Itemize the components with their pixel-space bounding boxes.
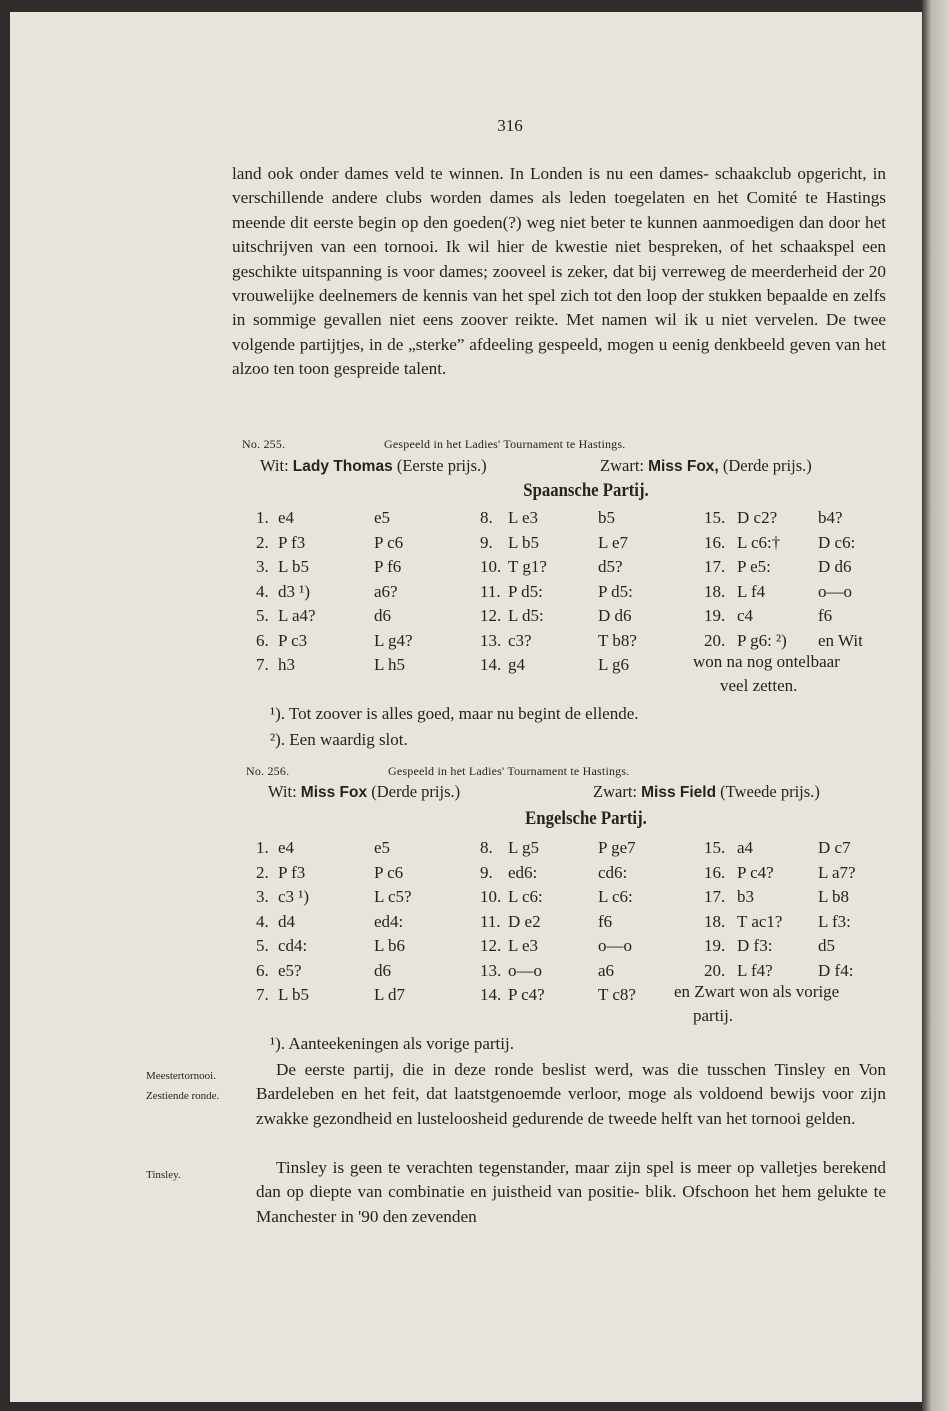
game2-note-1: ¹). Aanteekeningen als vorige partij. (270, 1034, 514, 1053)
move-20-black: en Wit (818, 630, 863, 650)
move-12-black: o—o (598, 936, 632, 955)
move-14-white: g4 (508, 655, 525, 674)
move-3-black: P f6 (374, 557, 402, 576)
move-12-white: L d5: (508, 606, 544, 625)
move-6-num: 6. (256, 630, 269, 650)
move-3-num: 3. (256, 887, 269, 906)
move-10-num: 10. (480, 887, 502, 906)
move-5-black: L b6 (374, 936, 406, 955)
game1-result-2: veel zetten. (720, 676, 798, 695)
move-11-white: D e2 (508, 911, 541, 931)
paragraph-3 (256, 1156, 886, 1229)
move-13-black: T b8? (598, 630, 637, 650)
game2-opening: Engelsche Partij. (525, 808, 647, 829)
move-4-black: ed4: (374, 911, 404, 931)
move-15-white: a4 (737, 838, 754, 857)
move-2-num: 2. (256, 532, 269, 552)
move-1-num: 1. (256, 508, 269, 527)
move-20-white: P g6: ²) (737, 630, 787, 650)
game2-number: No. 256. (246, 764, 290, 778)
move-10-black: d5? (598, 557, 623, 576)
game1-black-name: Miss Fox, (648, 458, 719, 475)
move-9-black: cd6: (598, 862, 628, 882)
move-3-white: L b5 (278, 557, 310, 576)
move-8-white: L e3 (508, 508, 539, 527)
move-12-num: 12. (480, 606, 502, 625)
margin-note-meestertornooi: Meestertornooi. (146, 1070, 216, 1082)
game1-number: No. 255. (242, 437, 286, 451)
move-4-num: 4. (256, 911, 269, 931)
game1-white-name: Lady Thomas (292, 458, 393, 475)
scan-edge (922, 0, 949, 1411)
move-3-black: L c5? (374, 887, 412, 906)
move-2-white: P f3 (278, 862, 306, 882)
move-8-num: 8. (480, 508, 493, 527)
move-11-black: P d5: (598, 581, 633, 601)
move-17-black: D d6 (818, 557, 852, 576)
move-20-black: D f4: (818, 960, 854, 980)
move-7-white: L b5 (278, 985, 310, 1004)
game2-result-1: en Zwart won als vorige (674, 982, 840, 1001)
book-page (10, 12, 922, 1402)
move-5-white: L a4? (278, 606, 316, 625)
move-19-black: d5 (818, 936, 835, 955)
move-15-black: D c7 (818, 838, 851, 857)
move-13-num: 13. (480, 630, 502, 650)
move-18-black: o—o (818, 581, 852, 601)
move-14-white: P c4? (508, 985, 545, 1004)
move-1-white: e4 (278, 508, 295, 527)
game1-black: Zwart: Miss Fox, (Derde prijs.) (600, 456, 812, 475)
move-20-white: L f4? (737, 960, 773, 980)
move-12-black: D d6 (598, 606, 632, 625)
move-4-white: d3 ¹) (278, 581, 311, 601)
move-6-white: P c3 (278, 630, 308, 650)
paragraph-2 (256, 1058, 886, 1131)
move-1-black: e5 (374, 508, 391, 527)
paragraph-2-text: De eerste partij, die in deze ronde beslist werd, was die tusschen Tinsley en Von Bardeleben en het feit, dat laatstgenoemde verloor, moge als voldoend bewijs voor zijn zwakke gezondheid en lusteloosheid gedurende de tweede helft van het tornooi gelden. (256, 1060, 886, 1128)
move-7-white: h3 (278, 655, 295, 674)
move-4-num: 4. (256, 581, 269, 601)
game2-white: Wit: Miss Fox (Derde prijs.) (268, 782, 461, 801)
move-10-white: T g1? (508, 557, 547, 576)
move-4-black: a6? (374, 581, 398, 601)
move-14-num: 14. (480, 655, 502, 674)
move-8-black: P ge7 (598, 838, 636, 857)
move-13-white: o—o (508, 960, 542, 980)
move-17-num: 17. (704, 557, 726, 576)
move-13-white: c3? (508, 630, 532, 650)
move-6-num: 6. (256, 960, 269, 980)
move-3-num: 3. (256, 557, 269, 576)
move-11-white: P d5: (508, 581, 543, 601)
move-11-black: f6 (598, 911, 613, 931)
game1-white: Wit: Lady Thomas (Eerste prijs.) (260, 456, 487, 475)
move-19-white: D f3: (737, 936, 773, 955)
move-1-num: 1. (256, 838, 269, 857)
page-number: 316 (497, 116, 523, 135)
move-15-num: 15. (704, 508, 726, 527)
move-16-white: P c4? (737, 862, 774, 882)
move-15-white: D c2? (737, 508, 778, 527)
move-9-num: 9. (480, 532, 493, 552)
move-14-num: 14. (480, 985, 502, 1004)
move-18-black: L f3: (818, 911, 851, 931)
move-14-black: L g6 (598, 655, 630, 674)
intro-paragraph (232, 162, 886, 382)
move-6-black: L g4? (374, 630, 413, 650)
game1-note-2: ²). Een waardig slot. (270, 730, 408, 749)
move-10-num: 10. (480, 557, 502, 576)
game1-note-1: ¹). Tot zoover is alles goed, maar nu begint de ellende. (270, 704, 639, 723)
move-6-white: e5? (278, 960, 302, 980)
move-16-black: L a7? (818, 862, 856, 882)
game2-black: Zwart: Miss Field (Tweede prijs.) (593, 782, 820, 801)
move-1-white: e4 (278, 838, 295, 857)
move-8-num: 8. (480, 838, 493, 857)
move-5-white: cd4: (278, 936, 308, 955)
move-7-num: 7. (256, 655, 269, 674)
intro-text: land ook onder dames veld te winnen. In Londen is nu een dames- schaakclub opgericht, in verschillende andere clubs worden dames als leden toegelaten en het Comité te Hastings meende dit eerste begin op den goeden(?) weg niet beter te kunnen aanmoedigen dan door het uitschrijven van een tornooi. Ik wil hier de kwestie niet bespreken, of het schaakspel een geschikte uitspanning is voor dames; zooveel is zeker, dat bij verreweg de meerderheid der 20 vrouwelijke deelnemers de kennis van het spel zich tot den loop der stukken bepaalde en zelfs in sommige gevallen niet eens zoover reikte. Met namen wil ik u niet vervelen. De twee volgende partijtjes, in de „sterke” afdeeling gespeeld, mogen u eenig denkbeeld geven van het alzoo ten toon gespreide talent. (232, 164, 886, 379)
move-7-num: 7. (256, 985, 269, 1004)
move-19-white: c4 (737, 606, 754, 625)
move-2-black: P c6 (374, 532, 404, 552)
margin-note-zestiende-ronde: Zestiende ronde. (146, 1090, 220, 1102)
move-11-num: 11. (480, 581, 501, 601)
move-9-num: 9. (480, 862, 493, 882)
move-12-num: 12. (480, 936, 502, 955)
move-16-num: 16. (704, 532, 726, 552)
move-8-white: L g5 (508, 838, 540, 857)
move-18-num: 18. (704, 581, 726, 601)
move-5-black: d6 (374, 606, 391, 625)
move-5-num: 5. (256, 936, 269, 955)
move-6-black: d6 (374, 960, 391, 980)
move-13-black: a6 (598, 960, 615, 980)
margin-note-tinsley: Tinsley. (146, 1169, 181, 1181)
move-14-black: T c8? (598, 985, 636, 1004)
move-19-black: f6 (818, 606, 833, 625)
game1-result-1: won na nog ontelbaar (693, 652, 840, 671)
move-19-num: 19. (704, 936, 726, 955)
move-13-num: 13. (480, 960, 502, 980)
move-11-num: 11. (480, 911, 501, 931)
move-18-num: 18. (704, 911, 726, 931)
move-7-black: L d7 (374, 985, 406, 1004)
move-9-white: L b5 (508, 532, 540, 552)
move-10-black: L c6: (598, 887, 633, 906)
move-3-white: c3 ¹) (278, 887, 310, 906)
move-18-white: L f4 (737, 581, 766, 601)
move-15-num: 15. (704, 838, 726, 857)
move-17-num: 17. (704, 887, 726, 906)
move-4-white: d4 (278, 911, 295, 931)
move-19-num: 19. (704, 606, 726, 625)
move-17-white: b3 (737, 887, 754, 906)
move-1-black: e5 (374, 838, 391, 857)
move-16-black: D c6: (818, 532, 856, 552)
move-2-black: P c6 (374, 862, 404, 882)
move-12-white: L e3 (508, 936, 539, 955)
move-9-white: ed6: (508, 862, 538, 882)
move-2-num: 2. (256, 862, 269, 882)
move-18-white: T ac1? (737, 911, 783, 931)
move-8-black: b5 (598, 508, 615, 527)
move-5-num: 5. (256, 606, 269, 625)
move-7-black: L h5 (374, 655, 406, 674)
game1-venue: Gespeeld in het Ladies' Tournament te Hastings. (384, 437, 626, 451)
move-17-black: L b8 (818, 887, 850, 906)
paragraph-3-text: Tinsley is geen te verachten tegenstander, maar zijn spel is meer op valletjes berekend dan op diepte van combinatie en juistheid van positie- blik. Ofschoon het hem gelukte te Manchester in '90 den zevenden (256, 1158, 886, 1226)
move-17-white: P e5: (737, 557, 771, 576)
game2-white-name: Miss Fox (300, 784, 368, 801)
move-20-num: 20. (704, 960, 726, 980)
game2-venue: Gespeeld in het Ladies' Tournament te Hastings. (388, 764, 630, 778)
move-15-black: b4? (818, 508, 843, 527)
game2-result-2: partij. (693, 1006, 734, 1025)
move-9-black: L e7 (598, 532, 629, 552)
move-20-num: 20. (704, 630, 726, 650)
game2-black-name: Miss Field (641, 784, 717, 801)
move-16-num: 16. (704, 862, 726, 882)
move-10-white: L c6: (508, 887, 543, 906)
game1-opening: Spaansche Partij. (523, 480, 649, 501)
move-16-white: L c6:† (737, 532, 781, 552)
move-2-white: P f3 (278, 532, 306, 552)
